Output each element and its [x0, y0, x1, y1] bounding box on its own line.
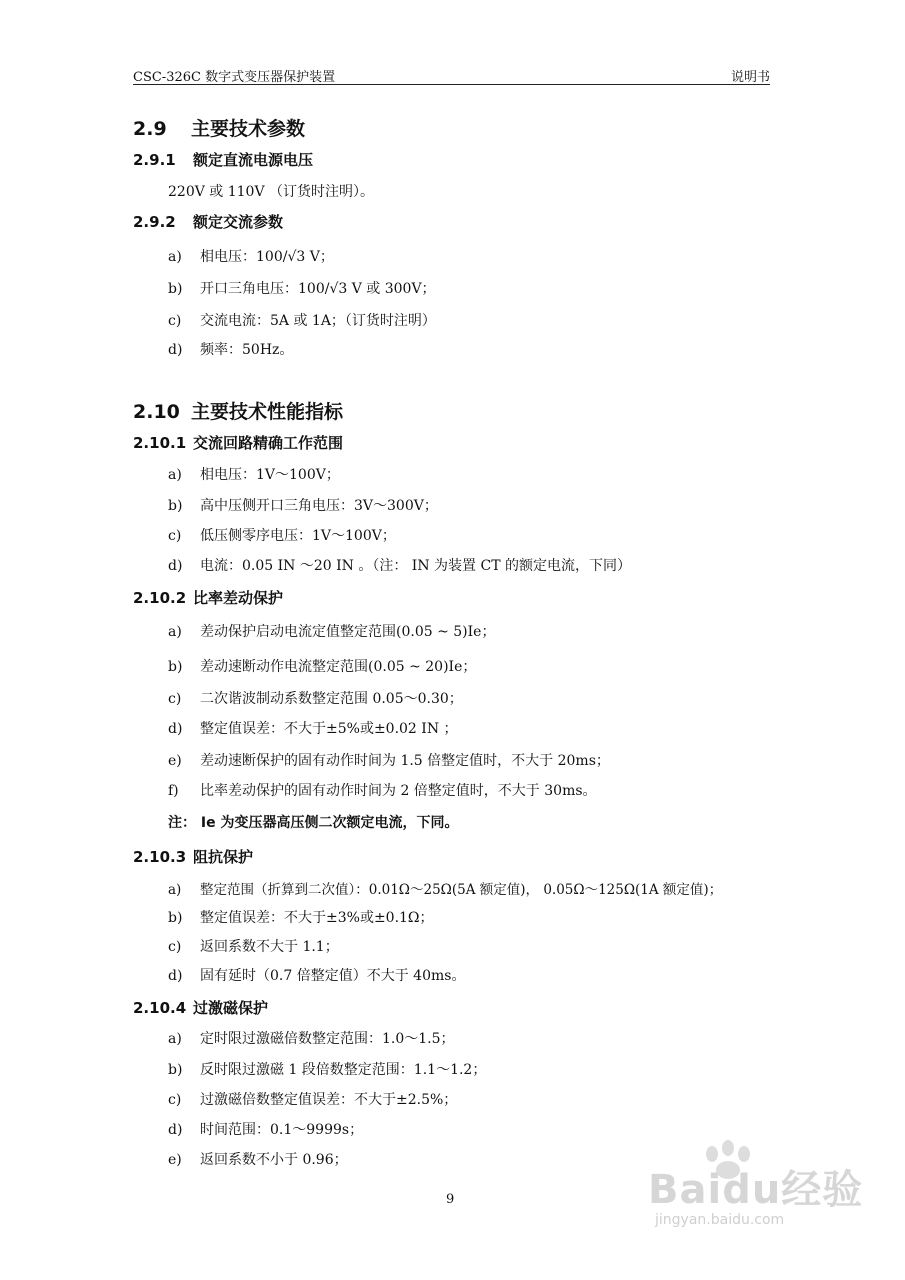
- watermark-url: jingyan.baidu.com: [655, 1212, 785, 1228]
- section-heading-2-10: [133, 397, 343, 424]
- list-item-label: b): [168, 498, 183, 514]
- list-item-text: 返回系数不大于 1.1；: [200, 939, 339, 955]
- page-number: 9: [446, 1192, 455, 1207]
- list-item-text: 时间范围：0.1～9999s；: [200, 1122, 364, 1138]
- subsection-heading-2-10-4: [133, 997, 268, 1018]
- list-item-label: a): [168, 1031, 182, 1047]
- list-item-label: c): [168, 1092, 182, 1108]
- list-item-text: 二次谐波制动系数整定范围 0.05～0.30；: [200, 691, 463, 707]
- list-item-label: d): [168, 968, 183, 984]
- list-item-label: b): [168, 910, 183, 926]
- list-item-text: 频率：50Hz。: [200, 342, 294, 358]
- subsection-heading-2-9-2: [133, 211, 283, 232]
- list-item: [168, 1059, 486, 1079]
- subsection-title: 交流回路精确工作范围: [193, 434, 344, 452]
- subsection-number: 2.10.2: [133, 589, 187, 607]
- list-item-label: d): [168, 721, 183, 737]
- list-item: [168, 656, 476, 676]
- list-item-label: b): [168, 659, 183, 675]
- list-item: [168, 688, 463, 708]
- list-item-text: 整定值误差：不大于±3%或±0.1Ω；: [200, 910, 434, 926]
- list-item-label: d): [168, 1122, 183, 1138]
- list-item: [168, 718, 458, 738]
- list-item: [168, 278, 436, 298]
- note-text: 注： Ie 为变压器高压侧二次额定电流，下同。: [168, 815, 459, 831]
- list-item-label: d): [168, 558, 183, 574]
- section-number: 2.10: [133, 401, 180, 423]
- list-item-text: 反时限过激磁 1 段倍数整定范围：1.1～1.2；: [200, 1062, 487, 1078]
- header-doc-type: 说明书: [730, 70, 770, 85]
- subsection-title: 比率差动保护: [193, 589, 284, 607]
- list-item: [168, 750, 610, 770]
- list-item-text: 返回系数不小于 0.96；: [200, 1152, 348, 1168]
- subsection-title: 阻抗保护: [193, 848, 254, 866]
- list-item-label: a): [168, 624, 182, 640]
- list-item-text: 差动速断保护的固有动作时间为 1.5 倍整定值时，不大于 20ms；: [200, 753, 610, 769]
- list-item-text: 差动速断动作电流整定范围(0.05 ~ 20)Ie；: [200, 659, 477, 675]
- list-item: [168, 907, 434, 927]
- subsection-number: 2.10.3: [133, 848, 187, 866]
- list-item: [168, 1028, 455, 1048]
- list-item: [168, 878, 722, 898]
- list-item-text: 定时限过激磁倍数整定范围：1.0～1.5；: [200, 1031, 455, 1047]
- list-item-text: 差动保护启动电流定值整定范围(0.05 ~ 5)Ie；: [200, 624, 496, 640]
- list-item: [168, 339, 293, 359]
- list-item-label: c): [168, 528, 182, 544]
- subsection-number: 2.9.1: [133, 151, 176, 169]
- list-item-text: 开口三角电压：100/√3 V 或 300V；: [200, 281, 436, 297]
- subsection-heading-2-9-1: [133, 149, 313, 170]
- list-item-label: b): [168, 281, 183, 297]
- watermark-logo: Baidu经验: [648, 1167, 864, 1213]
- list-item: [168, 246, 334, 266]
- subsection-heading-2-10-2: [133, 587, 283, 608]
- list-item: [168, 495, 438, 515]
- section-title: 主要技术性能指标: [191, 401, 344, 423]
- list-item-label: a): [168, 882, 182, 898]
- list-item: [168, 310, 436, 330]
- list-item-text: 相电压：100/√3 V；: [200, 249, 334, 265]
- subsection-title: 过激磁保护: [193, 999, 269, 1017]
- list-item: [168, 464, 340, 484]
- section-number: 2.9: [133, 118, 167, 140]
- list-item-label: a): [168, 249, 182, 265]
- list-item-text: 相电压：1V～100V；: [200, 467, 340, 483]
- section-title: 主要技术参数: [191, 118, 306, 140]
- list-item-text: 比率差动保护的固有动作时间为 2 倍整定值时，不大于 30ms。: [200, 783, 597, 799]
- subsection-heading-2-10-3: [133, 846, 253, 867]
- list-item-label: a): [168, 467, 182, 483]
- list-item: [168, 1119, 363, 1139]
- list-item-text: 过激磁倍数整定值误差：不大于±2.5%；: [200, 1092, 458, 1108]
- list-item-text: 整定范围（折算到二次值）：0.01Ω～25Ω(5A 额定值)， 0.05Ω～125Ω(1A 额定值)；: [200, 882, 723, 898]
- list-item-label: f): [168, 783, 179, 799]
- paragraph-dc-voltage: 220V 或 110V （订货时注明）。: [168, 184, 375, 200]
- list-item-label: e): [168, 753, 182, 769]
- list-item-label: c): [168, 691, 182, 707]
- list-item-label: c): [168, 939, 182, 955]
- list-item-text: 整定值误差：不大于±5%或±0.02 IN ；: [200, 721, 458, 737]
- list-item-text: 固有延时（0.7 倍整定值）不大于 40ms。: [200, 968, 466, 984]
- subsection-title: 额定交流参数: [193, 213, 284, 231]
- list-item: [168, 936, 339, 956]
- list-item-text: 低压侧零序电压：1V～100V；: [200, 528, 396, 544]
- list-item-text: 电流：0.05 IN ～20 IN 。（注： IN 为装置 CT 的额定电流，下同）: [200, 558, 631, 574]
- page-header: [133, 64, 770, 85]
- list-item-label: b): [168, 1062, 183, 1078]
- list-item: [168, 555, 631, 575]
- subsection-title: 额定直流电源电压: [193, 151, 314, 169]
- list-item: [168, 621, 495, 641]
- subsection-number: 2.10.4: [133, 999, 187, 1017]
- section-heading-2-9: [133, 114, 305, 141]
- list-item-label: e): [168, 1152, 182, 1168]
- subsection-number: 2.10.1: [133, 434, 187, 452]
- list-item: [168, 1149, 348, 1169]
- subsection-number: 2.9.2: [133, 213, 176, 231]
- list-item-label: d): [168, 342, 183, 358]
- list-item: [168, 780, 597, 800]
- subsection-heading-2-10-1: [133, 432, 343, 453]
- header-title: CSC-326C 数字式变压器保护装置: [133, 70, 336, 85]
- list-item-label: c): [168, 313, 182, 329]
- list-item: [168, 965, 465, 985]
- list-item-text: 高中压侧开口三角电压：3V～300V；: [200, 498, 438, 514]
- list-item-text: 交流电流：5A 或 1A；（订货时注明）: [200, 313, 436, 329]
- list-item: [168, 1089, 457, 1109]
- list-item: [168, 525, 396, 545]
